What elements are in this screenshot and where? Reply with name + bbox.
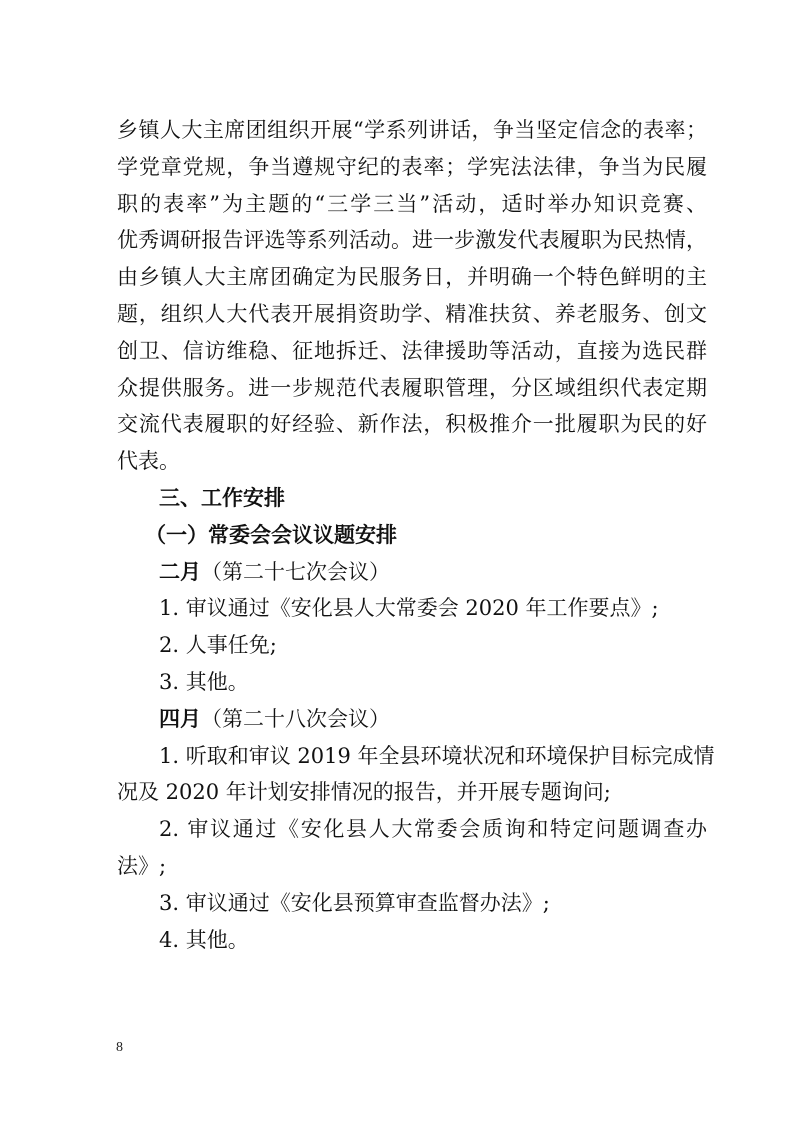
agenda-item: 3. 其他。 bbox=[159, 669, 249, 694]
paragraph-line: 交流代表履职的好经验、新作法，积极推介一批履职为民的好 bbox=[117, 412, 707, 437]
paragraph-line: 乡镇人大主席团组织开展“学系列讲话，争当坚定信念的表率； bbox=[117, 118, 707, 142]
meeting-session: （第二十七次会议） bbox=[201, 559, 390, 584]
paragraph-line: 优秀调研报告评选等系列活动。进一步激发代表履职为民热情， bbox=[117, 228, 707, 253]
agenda-item: 4. 其他。 bbox=[159, 927, 249, 952]
document-body bbox=[117, 112, 715, 958]
page-number: 8 bbox=[116, 1040, 123, 1055]
agenda-item: 2. 人事任免; bbox=[159, 633, 277, 658]
agenda-item: 1. 审议通过《安化县人大常委会 2020 年工作要点》; bbox=[159, 596, 659, 621]
agenda-item-line: 况及 2020 年计划安排情况的报告，并开展专题询问; bbox=[117, 780, 611, 805]
agenda-item: 3. 审议通过《安化县预算审查监督办法》; bbox=[159, 890, 550, 915]
paragraph-line: 代表。 bbox=[117, 449, 180, 474]
paragraph-line: 创卫、信访维稳、征地拆迁、法律援助等活动，直接为选民群 bbox=[117, 338, 707, 363]
subsection-heading: （一）常委会会议议题安排 bbox=[145, 522, 397, 547]
meeting-heading-feb bbox=[117, 554, 707, 591]
paragraph-line: 众提供服务。进一步规范代表履职管理，分区域组织代表定期 bbox=[117, 375, 707, 400]
meeting-heading-apr bbox=[117, 701, 707, 738]
section-heading: 三、工作安排 bbox=[159, 485, 285, 510]
meeting-month: 二月 bbox=[159, 558, 201, 584]
paragraph-line: 学党章党规，争当遵规守纪的表率；学宪法法律，争当为民履 bbox=[117, 154, 707, 179]
meeting-session: （第二十八次会议） bbox=[201, 706, 390, 731]
agenda-item-line: 1. 听取和审议 2019 年全县环境状况和环境保护目标完成情 bbox=[159, 743, 715, 768]
agenda-item-line: 法》; bbox=[117, 853, 167, 878]
paragraph-line: 题，组织人大代表开展捐资助学、精准扶贫、养老服务、创文 bbox=[117, 301, 707, 326]
meeting-month: 四月 bbox=[159, 705, 201, 731]
agenda-item-line: 2. 审议通过《安化县人大常委会质询和特定问题调查办 bbox=[159, 817, 707, 842]
paragraph-line: 由乡镇人大主席团确定为民服务日，并明确一个特色鲜明的主 bbox=[117, 265, 707, 290]
paragraph-line: 职的表率”为主题的“三学三当”活动，适时举办知识竞赛、 bbox=[117, 191, 707, 216]
body-paragraph bbox=[117, 112, 707, 480]
